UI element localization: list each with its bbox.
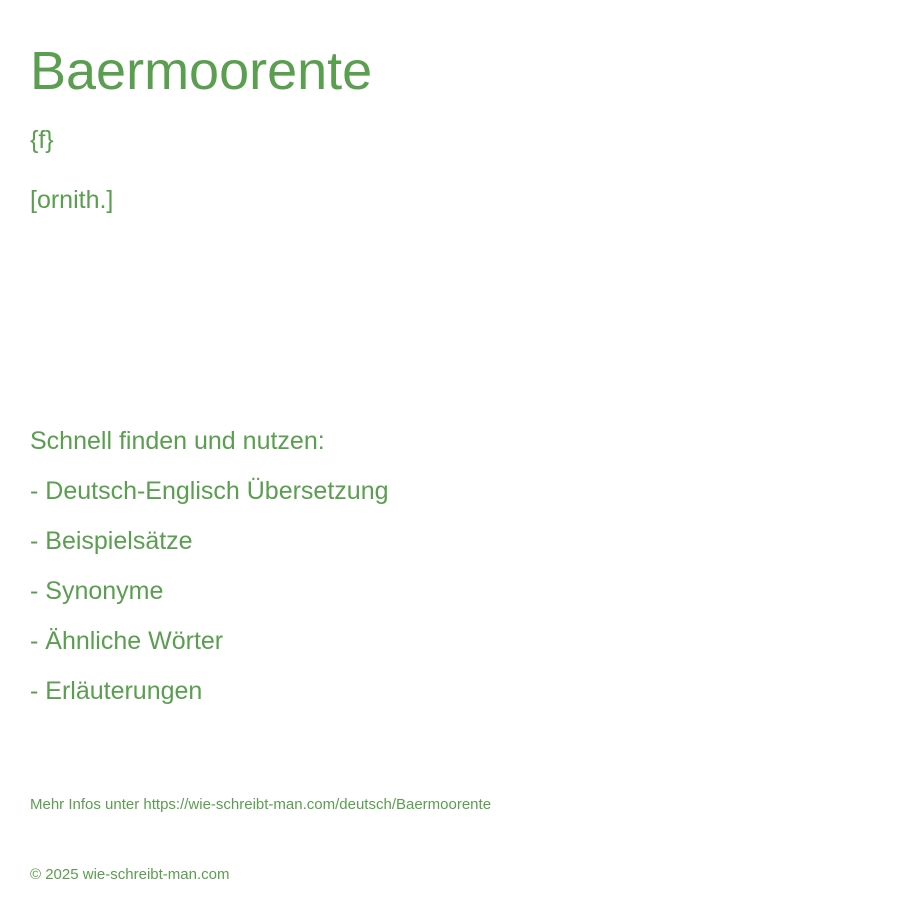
gender-label: {f}	[30, 126, 54, 154]
copyright-text: © 2025 wie-schreibt-man.com	[30, 866, 230, 883]
quick-link-explanations: - Erläuterungen	[30, 677, 203, 705]
quick-link-similar-words: - Ähnliche Wörter	[30, 627, 224, 655]
domain-label: [ornith.]	[30, 186, 114, 214]
quick-links-heading: Schnell finden und nutzen:	[30, 427, 325, 455]
quick-link-example-sentences: - Beispielsätze	[30, 527, 193, 555]
quick-links-list	[30, 475, 389, 725]
quick-link-synonyms: - Synonyme	[30, 577, 164, 605]
page-title: Baermoorente	[30, 41, 373, 101]
more-info-text: Mehr Infos unter https://wie-schreibt-man.com/deutsch/Baermoorente	[30, 796, 492, 813]
quick-link-translation: - Deutsch-Englisch Übersetzung	[30, 477, 389, 505]
